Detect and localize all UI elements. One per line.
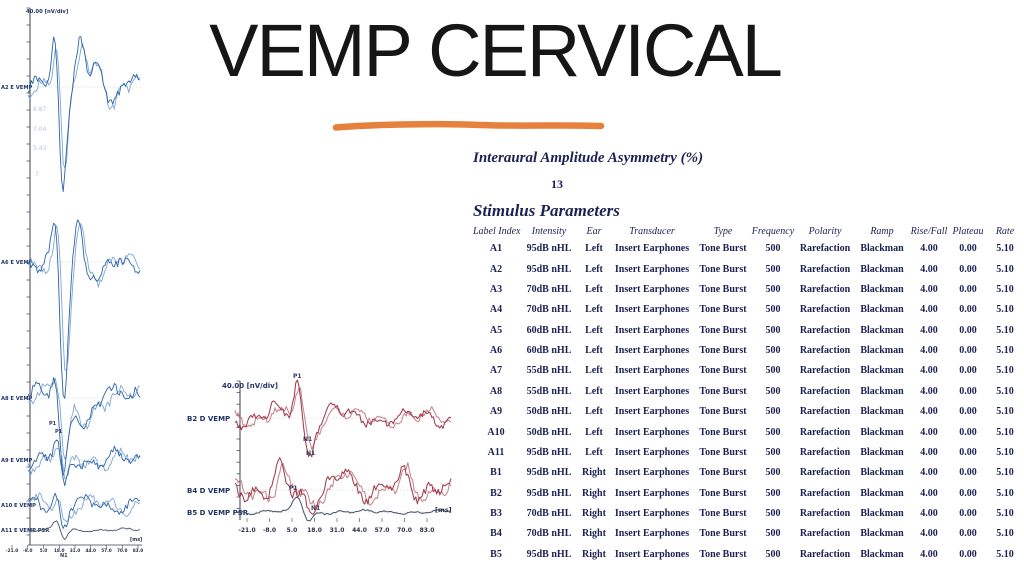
table-cell: 95dB nHL xyxy=(526,446,572,458)
chart-text: 44.0 xyxy=(85,549,97,554)
chart-text: -8.0 xyxy=(262,527,277,534)
table-cell: Rarefaction xyxy=(799,426,851,438)
table-cell: 5.10 xyxy=(996,487,1014,499)
chart-text: 40.00 [nV/div] xyxy=(222,382,278,390)
column-header: Rise/Fall xyxy=(910,226,948,237)
vemp-trace xyxy=(28,493,140,522)
table-cell: Insert Earphones xyxy=(614,385,690,397)
table-cell: Insert Earphones xyxy=(614,345,690,357)
table-cell: Rarefaction xyxy=(799,548,851,560)
table-cell: 95dB nHL xyxy=(526,243,572,255)
table-cell: 500 xyxy=(765,426,781,438)
table-cell: Left xyxy=(585,243,603,255)
column-header: Rate xyxy=(995,226,1015,237)
chart-text: [ms] xyxy=(130,538,143,543)
table-cell: Insert Earphones xyxy=(614,528,690,540)
chart-text: A9 E VEMP xyxy=(1,458,33,464)
table-cell: Rarefaction xyxy=(799,446,851,458)
chart-text: 18.0 xyxy=(53,549,65,554)
table-cell: Insert Earphones xyxy=(614,487,690,499)
table-cell: Insert Earphones xyxy=(614,426,690,438)
chart-text: N1 xyxy=(303,436,313,443)
column-header: Ramp xyxy=(870,226,894,237)
table-cell: 4.00 xyxy=(920,283,938,295)
table-cell: 500 xyxy=(765,345,781,357)
table-cell: 500 xyxy=(765,446,781,458)
table-cell: Tone Burst xyxy=(699,487,747,499)
table-cell: Right xyxy=(582,528,606,540)
table-cell: 5.10 xyxy=(996,283,1014,295)
table-cell: Insert Earphones xyxy=(614,508,690,520)
table-cell: 50dB nHL xyxy=(526,406,572,418)
chart-text: A11 E VEMP PSR xyxy=(1,528,50,534)
table-cell: 0.00 xyxy=(959,283,977,295)
table-cell: Rarefaction xyxy=(799,345,851,357)
table-cell: Tone Burst xyxy=(699,548,747,560)
table-cell: 95dB nHL xyxy=(526,263,572,275)
table-cell: Rarefaction xyxy=(799,263,851,275)
table-cell: A6 xyxy=(489,345,503,357)
chart-text: 7 xyxy=(35,171,39,178)
table-cell: Tone Burst xyxy=(699,345,747,357)
table-cell: A9 xyxy=(489,406,503,418)
table-cell: 500 xyxy=(765,243,781,255)
column-header: Plateau xyxy=(952,226,984,237)
table-cell: A5 xyxy=(489,324,503,336)
table-cell: 5.10 xyxy=(996,548,1014,560)
table-cell: 95dB nHL xyxy=(526,487,572,499)
vemp-trace xyxy=(235,380,451,457)
chart-text: 5.0 xyxy=(286,527,298,534)
table-cell: Insert Earphones xyxy=(614,304,690,316)
left-ear-vemp-chart xyxy=(0,0,145,569)
table-cell: Blackman xyxy=(860,345,904,357)
vemp-trace xyxy=(28,440,140,486)
table-cell: 0.00 xyxy=(959,324,977,336)
table-cell: Blackman xyxy=(860,283,904,295)
title-underline-accent xyxy=(328,119,608,135)
vemp-trace xyxy=(235,458,451,515)
table-cell: Blackman xyxy=(860,528,904,540)
table-cell: 70dB nHL xyxy=(526,304,572,316)
chart-text: N1 xyxy=(60,553,68,559)
column-header: Intensity xyxy=(531,226,567,237)
table-cell: B1 xyxy=(490,467,502,479)
table-cell: Left xyxy=(585,345,603,357)
table-cell: Insert Earphones xyxy=(614,467,690,479)
table-cell: Blackman xyxy=(860,324,904,336)
table-cell: 0.00 xyxy=(959,548,977,560)
table-cell: Insert Earphones xyxy=(614,446,690,458)
table-cell: Right xyxy=(582,508,606,520)
column-header: Polarity xyxy=(808,226,842,237)
table-cell: Blackman xyxy=(860,446,904,458)
table-cell: 5.10 xyxy=(996,446,1014,458)
table-cell: 500 xyxy=(765,548,781,560)
table-cell: 500 xyxy=(765,304,781,316)
chart-text: 5.43 xyxy=(33,145,47,152)
table-cell: Insert Earphones xyxy=(614,406,690,418)
table-cell: 5.10 xyxy=(996,467,1014,479)
chart-text: 40.00 [nV/div] xyxy=(26,9,69,15)
right-ear-vemp-chart xyxy=(185,368,457,553)
table-cell: 4.00 xyxy=(920,446,938,458)
table-cell: 500 xyxy=(765,324,781,336)
chart-text: A6 E VEMP xyxy=(1,260,33,266)
table-cell: Left xyxy=(585,324,603,336)
table-cell: Tone Burst xyxy=(699,385,747,397)
table-cell: Tone Burst xyxy=(699,263,747,275)
table-cell: Tone Burst xyxy=(699,365,747,377)
table-cell: 500 xyxy=(765,385,781,397)
table-cell: A4 xyxy=(489,304,503,316)
table-cell: Left xyxy=(585,365,603,377)
table-cell: A1 xyxy=(489,243,503,255)
table-cell: Blackman xyxy=(860,426,904,438)
table-cell: Blackman xyxy=(860,548,904,560)
table-cell: Left xyxy=(585,406,603,418)
table-cell: 5.10 xyxy=(996,324,1014,336)
table-cell: 0.00 xyxy=(959,263,977,275)
table-cell: Insert Earphones xyxy=(614,548,690,560)
chart-text: B2 D VEMP xyxy=(187,415,231,423)
table-cell: Tone Burst xyxy=(699,304,747,316)
table-cell: 0.00 xyxy=(959,467,977,479)
table-cell: 0.00 xyxy=(959,487,977,499)
table-cell: Insert Earphones xyxy=(614,283,690,295)
table-cell: Rarefaction xyxy=(799,385,851,397)
table-cell: 500 xyxy=(765,528,781,540)
table-cell: 5.10 xyxy=(996,508,1014,520)
chart-text: -21.0 xyxy=(238,527,256,534)
column-header: Transducer xyxy=(629,226,675,237)
table-cell: Blackman xyxy=(860,385,904,397)
chart-text: B5 D VEMP PSR xyxy=(187,509,249,517)
table-cell: 500 xyxy=(765,508,781,520)
table-cell: 500 xyxy=(765,467,781,479)
table-cell: Rarefaction xyxy=(799,283,851,295)
table-cell: A3 xyxy=(489,283,503,295)
table-cell: 4.00 xyxy=(920,467,938,479)
table-cell: 500 xyxy=(765,283,781,295)
chart-text: A10 E VEMP xyxy=(1,503,36,509)
table-cell: Tone Burst xyxy=(699,406,747,418)
table-cell: Right xyxy=(582,548,606,560)
table-cell: Insert Earphones xyxy=(614,324,690,336)
table-cell: 0.00 xyxy=(959,508,977,520)
table-cell: 0.00 xyxy=(959,385,977,397)
chart-text: 6.87 xyxy=(33,106,47,113)
chart-text: [ms] xyxy=(435,506,452,514)
chart-text: N1 xyxy=(311,505,321,512)
table-cell: 0.00 xyxy=(959,426,977,438)
table-cell: Left xyxy=(585,263,603,275)
chart-text: 70.0 xyxy=(116,549,128,554)
table-cell: 0.00 xyxy=(959,406,977,418)
table-cell: Tone Burst xyxy=(699,426,747,438)
table-cell: Rarefaction xyxy=(799,528,851,540)
table-cell: A11 xyxy=(487,446,505,458)
table-cell: 5.10 xyxy=(996,385,1014,397)
chart-text: P1 xyxy=(293,373,302,380)
table-cell: A2 xyxy=(489,263,503,275)
table-cell: 95dB nHL xyxy=(526,548,572,560)
table-cell: 70dB nHL xyxy=(526,528,572,540)
table-cell: 0.00 xyxy=(959,528,977,540)
chart-text: 44.0 xyxy=(352,527,367,534)
table-cell: 500 xyxy=(765,263,781,275)
chart-text: B4 D VEMP xyxy=(187,487,231,495)
vemp-trace xyxy=(235,463,451,509)
table-cell: 70dB nHL xyxy=(526,508,572,520)
interaural-asymmetry-value: 13 xyxy=(551,177,563,191)
chart-text: 70.0 xyxy=(397,527,412,534)
table-cell: 4.00 xyxy=(920,528,938,540)
table-cell: Rarefaction xyxy=(799,467,851,479)
table-cell: B3 xyxy=(490,508,502,520)
table-cell: Blackman xyxy=(860,365,904,377)
chart-text: 5.0 xyxy=(39,549,48,554)
table-cell: Tone Burst xyxy=(699,508,747,520)
table-cell: A8 xyxy=(489,385,503,397)
table-cell: Tone Burst xyxy=(699,324,747,336)
table-cell: 55dB nHL xyxy=(526,385,572,397)
table-cell: Left xyxy=(585,385,603,397)
table-cell: 4.00 xyxy=(920,345,938,357)
table-cell: Left xyxy=(585,426,603,438)
table-cell: 5.10 xyxy=(996,528,1014,540)
table-cell: 4.00 xyxy=(920,406,938,418)
table-cell: Insert Earphones xyxy=(614,365,690,377)
vemp-trace xyxy=(28,493,140,528)
table-cell: Rarefaction xyxy=(799,304,851,316)
table-cell: 5.10 xyxy=(996,304,1014,316)
column-header: Type xyxy=(713,226,733,237)
stimulus-parameters-heading: Stimulus Parameters xyxy=(473,201,620,220)
table-cell: 4.00 xyxy=(920,508,938,520)
table-cell: Rarefaction xyxy=(799,365,851,377)
table-cell: Blackman xyxy=(860,406,904,418)
table-cell: 5.10 xyxy=(996,426,1014,438)
table-cell: Rarefaction xyxy=(799,406,851,418)
chart-text: N1 xyxy=(306,450,316,457)
table-cell: Tone Burst xyxy=(699,283,747,295)
table-cell: 500 xyxy=(765,365,781,377)
table-cell: 70dB nHL xyxy=(526,283,572,295)
chart-text: 31.0 xyxy=(69,549,81,554)
chart-text: 31.0 xyxy=(329,527,345,534)
column-header: Label Index xyxy=(473,226,521,237)
chart-text: A8 E VEMP xyxy=(1,396,33,402)
table-cell: Blackman xyxy=(860,508,904,520)
table-cell: 5.10 xyxy=(996,365,1014,377)
table-cell: 4.00 xyxy=(920,487,938,499)
table-cell: 0.00 xyxy=(959,243,977,255)
chart-text: 57.0 xyxy=(101,549,112,554)
table-cell: 50dB nHL xyxy=(526,426,572,438)
table-cell: Insert Earphones xyxy=(614,243,690,255)
table-cell: Blackman xyxy=(860,243,904,255)
table-cell: Left xyxy=(585,304,603,316)
table-cell: Tone Burst xyxy=(699,528,747,540)
page-title: VEMP CERVICAL xyxy=(209,9,781,92)
vemp-trace xyxy=(28,220,140,398)
table-cell: Rarefaction xyxy=(799,487,851,499)
table-cell: 5.10 xyxy=(996,345,1014,357)
table-cell: Blackman xyxy=(860,467,904,479)
chart-text: -8.0 xyxy=(23,549,33,554)
table-cell: Right xyxy=(582,487,606,499)
table-cell: 5.10 xyxy=(996,243,1014,255)
table-cell: 4.00 xyxy=(920,426,938,438)
table-cell: 4.00 xyxy=(920,263,938,275)
table-cell: B4 xyxy=(490,528,502,540)
vemp-trace xyxy=(28,224,140,371)
chart-text: 57.0 xyxy=(374,527,390,534)
interaural-asymmetry-heading: Interaural Amplitude Asymmetry (%) xyxy=(473,150,704,166)
chart-text: 18.0 xyxy=(307,527,322,534)
table-cell: 0.00 xyxy=(959,365,977,377)
table-cell: 500 xyxy=(765,487,781,499)
table-cell: Right xyxy=(582,467,606,479)
vemp-trace xyxy=(28,378,140,459)
chart-text: P1 xyxy=(289,485,298,492)
table-cell: B5 xyxy=(490,548,502,560)
table-cell: 4.00 xyxy=(920,365,938,377)
column-header: Ear xyxy=(586,226,602,237)
stimulus-parameters-table xyxy=(473,223,1024,565)
table-cell: 0.00 xyxy=(959,345,977,357)
table-cell: A7 xyxy=(489,365,503,377)
chart-text: P1 xyxy=(55,429,63,435)
column-header: Frequency xyxy=(751,226,795,237)
vemp-trace xyxy=(28,448,140,479)
table-cell: 4.00 xyxy=(920,304,938,316)
table-cell: Rarefaction xyxy=(799,243,851,255)
table-cell: 4.00 xyxy=(920,548,938,560)
table-cell: 60dB nHL xyxy=(526,324,572,336)
table-cell: 5.10 xyxy=(996,406,1014,418)
table-cell: Blackman xyxy=(860,304,904,316)
table-cell: 95dB nHL xyxy=(526,467,572,479)
table-cell: 0.00 xyxy=(959,446,977,458)
table-cell: 5.10 xyxy=(996,263,1014,275)
table-cell: 60dB nHL xyxy=(526,345,572,357)
table-cell: 0.00 xyxy=(959,304,977,316)
table-cell: Tone Burst xyxy=(699,467,747,479)
table-cell: 500 xyxy=(765,406,781,418)
table-cell: Rarefaction xyxy=(799,324,851,336)
table-cell: Left xyxy=(585,283,603,295)
table-cell: Rarefaction xyxy=(799,508,851,520)
table-cell: Blackman xyxy=(860,487,904,499)
table-cell: 55dB nHL xyxy=(526,365,572,377)
marker-stroke xyxy=(336,124,601,127)
table-cell: Tone Burst xyxy=(699,446,747,458)
chart-text: 83.0 xyxy=(132,549,144,554)
vemp-trace xyxy=(28,37,140,192)
chart-text: P1 xyxy=(49,421,57,427)
chart-text: A2 E VEMP xyxy=(1,85,33,91)
chart-text: 83.0 xyxy=(419,527,435,534)
chart-text: -21.0 xyxy=(5,549,19,554)
table-cell: Tone Burst xyxy=(699,243,747,255)
chart-text: 7.04 xyxy=(33,126,47,133)
table-cell: 4.00 xyxy=(920,324,938,336)
table-cell: 4.00 xyxy=(920,243,938,255)
table-cell: Left xyxy=(585,446,603,458)
table-cell: A10 xyxy=(487,426,505,438)
table-cell: Blackman xyxy=(860,263,904,275)
table-cell: B2 xyxy=(490,487,502,499)
table-cell: 4.00 xyxy=(920,385,938,397)
table-cell: Insert Earphones xyxy=(614,263,690,275)
stimulus-report xyxy=(473,150,1024,565)
